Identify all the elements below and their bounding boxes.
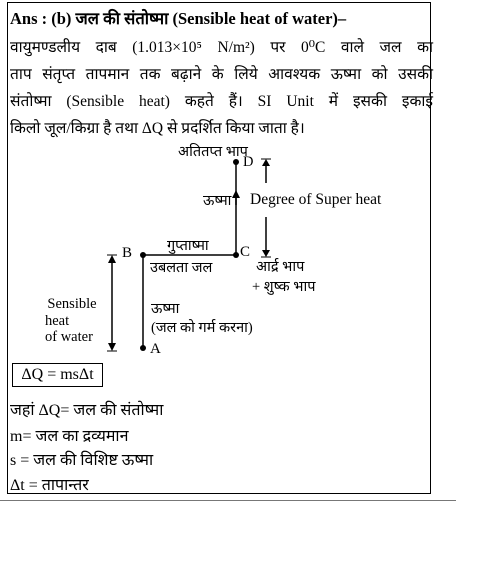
paragraph-line-1: वायुमण्डलीय दाब (1.013×10⁵ N/m²) पर 0⁰C वाले जल का: [10, 39, 433, 56]
latent-heat-label: गुप्ताष्मा: [167, 238, 209, 254]
answer-heading: Ans : (b) जल की संतोष्मा (Sensible heat of water)–: [10, 9, 347, 28]
definition-delta-q: जहां ΔQ= जल की संतोष्मा: [10, 402, 164, 419]
heat-label-upper: ऊष्मा: [203, 193, 232, 209]
degree-of-superheat-label: Degree of Super heat: [250, 191, 382, 208]
paragraph-line-3: संतोष्मा (Sensible heat) कहते हैं। SI Unit में इसकी इकाई: [10, 93, 433, 110]
sensible-heat-line-1: Sensible: [47, 296, 97, 312]
heating-water-label: (जल को गर्म करना): [151, 320, 253, 336]
sensible-arrowhead-up: [108, 255, 116, 263]
superheat-arrowhead-up: [262, 159, 270, 166]
wet-steam-label: आर्द्र भाप: [256, 259, 305, 275]
point-D-label: D: [243, 154, 254, 170]
definition-specific-heat: s = जल की विशिष्ट ऊष्मा: [10, 452, 154, 469]
point-C-dot: [233, 252, 239, 258]
point-C-label: C: [240, 244, 251, 260]
superheated-steam-label: अतितप्त भाप: [178, 144, 248, 160]
paragraph-line-2: ताप संतृप्त तापमान तक बढ़ाने के लिये आवश्यक ऊष्मा को उसकी: [10, 66, 433, 83]
sensible-heat-line-3: of water: [45, 329, 93, 345]
sensible-heat-line-2: heat: [45, 313, 70, 329]
paragraph-line-4: किलो जूल/किग्रा है तथा ΔQ से प्रदर्शित किया जाता है।: [10, 120, 305, 137]
point-B-label: B: [122, 245, 133, 261]
sensible-arrowhead-down: [108, 343, 116, 351]
formula-box: ΔQ = msΔt: [12, 363, 103, 387]
point-A-dot: [140, 345, 146, 351]
point-A-label: A: [150, 341, 161, 357]
dry-steam-label: + शुष्क भाप: [252, 279, 316, 295]
point-B-dot: [140, 252, 146, 258]
definition-mass: m= जल का द्रव्यमान: [10, 428, 129, 445]
boiling-water-label: उबलता जल: [150, 260, 213, 276]
heat-label-lower: ऊष्मा: [151, 301, 180, 317]
definition-temperature-difference: Δt = तापान्तर: [10, 477, 89, 494]
